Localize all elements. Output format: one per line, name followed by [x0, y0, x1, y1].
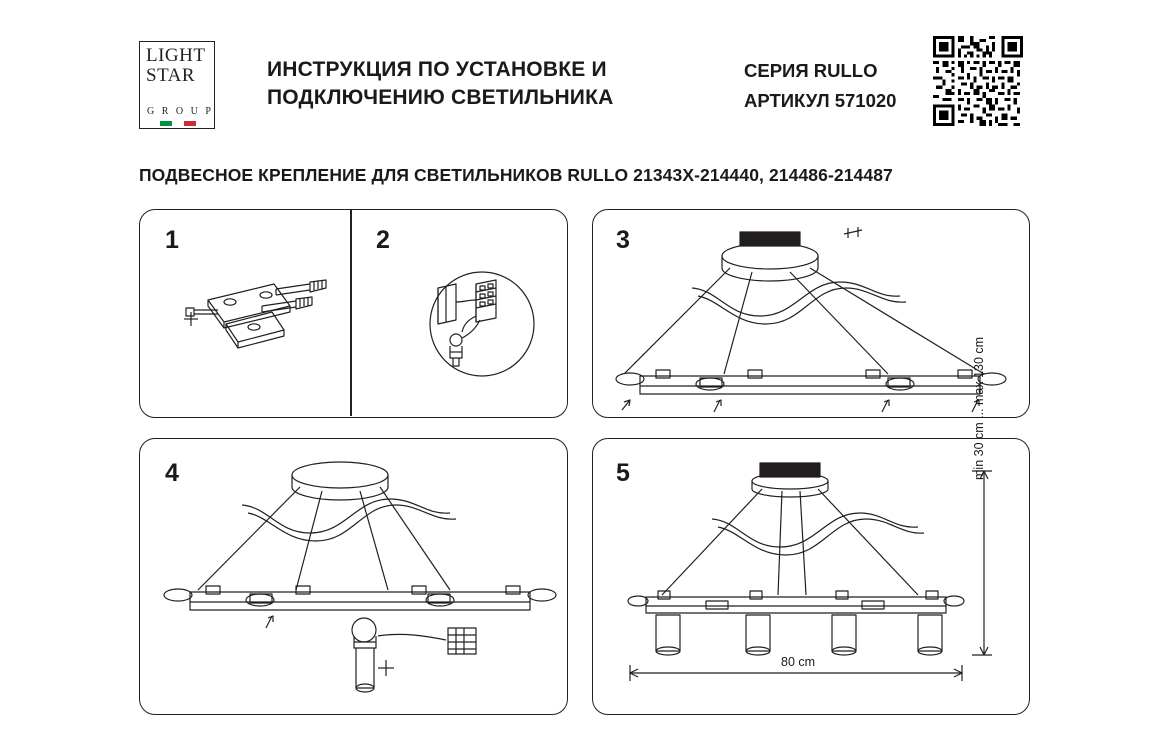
dimension-height-label: min 30 cm ... max 130 cm [972, 336, 986, 480]
series-label: СЕРИЯ RULLO [744, 60, 878, 81]
step-number-1: 1 [165, 226, 179, 254]
page-title: ИНСТРУКЦИЯ ПО УСТАНОВКЕ И ПОДКЛЮЧЕНИЮ СВЕТИЛЬНИКА [267, 58, 614, 109]
figure-step-4 [150, 450, 560, 705]
step-number-4: 4 [165, 459, 179, 487]
figure-step-3 [600, 224, 1020, 414]
panel-divider [350, 210, 352, 416]
qr-code-icon [933, 36, 1023, 126]
step-number-3: 3 [616, 226, 630, 254]
logo-wordmark [146, 46, 205, 86]
product-info [744, 56, 934, 116]
step-number-2: 2 [376, 226, 390, 254]
figure-step-1 [178, 262, 338, 382]
logo-line-1: LIGHT [146, 45, 206, 66]
logo [139, 41, 215, 129]
logo-line-2: STAR [146, 65, 196, 86]
section-subtitle: ПОДВЕСНОЕ КРЕПЛЕНИЕ ДЛЯ СВЕТИЛЬНИКОВ RULLO 21343Х-214440, 214486-214487 [139, 165, 893, 185]
italian-flag-icon [160, 121, 196, 126]
logo-group-label: G R O U P [147, 106, 214, 117]
dimension-width-label: 80 cm [781, 655, 816, 669]
article-label: АРТИКУЛ 571020 [744, 90, 897, 111]
figure-step-2 [420, 262, 550, 387]
step-number-5: 5 [616, 459, 630, 487]
